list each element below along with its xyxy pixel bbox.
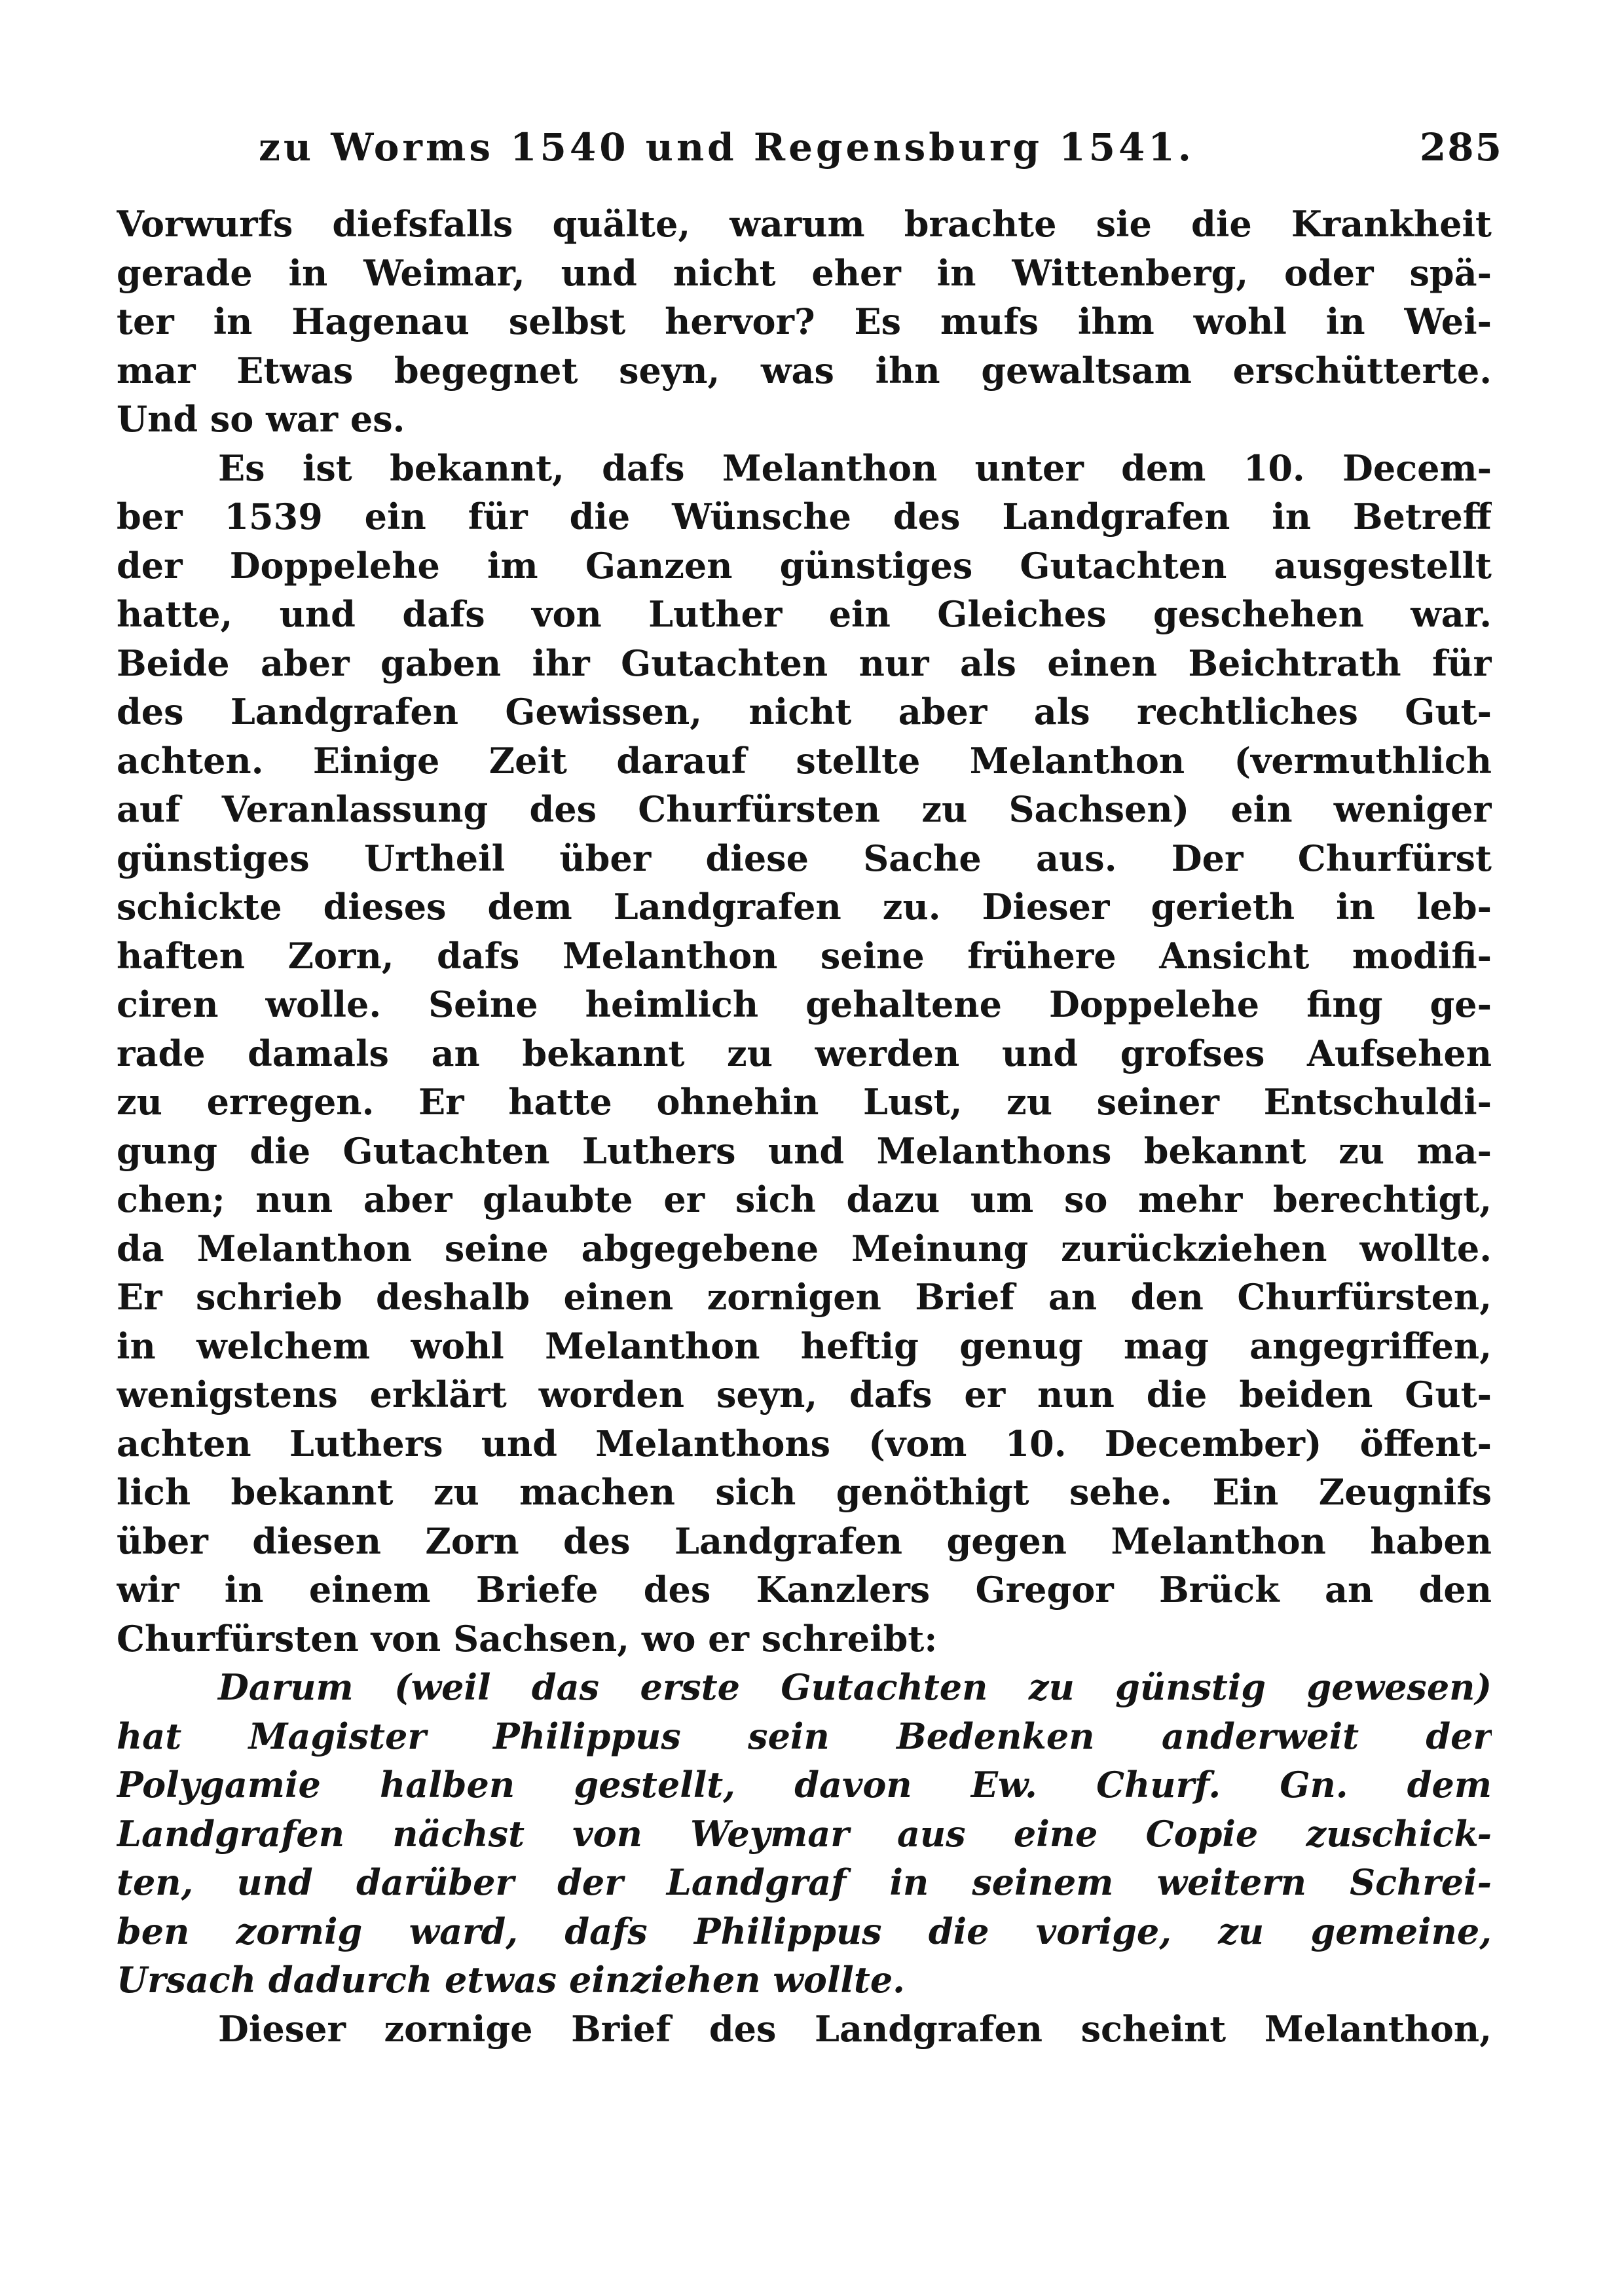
quote-line: Darum (weil das erste Gutachten zu günstig gewesen) — [218, 1666, 1492, 1708]
text-line: gung die Gutachten Luthers und Melanthons bekannt zu ma- — [117, 1129, 1492, 1172]
page-number: 285 — [1419, 125, 1503, 170]
quote-line: hat Magister Philippus sein Bedenken anderweit der — [117, 1715, 1492, 1757]
text-line: Vorwurfs diefsfalls quälte, warum brachte sie die Krankheit — [117, 203, 1492, 245]
text-line: auf Veranlassung des Churfürsten zu Sachsen) ein weniger — [117, 788, 1492, 830]
text-line: rade damals an bekannt zu werden und grofses Aufsehen — [117, 1032, 1492, 1074]
text-line: lich bekannt zu machen sich genöthigt sehe. Ein Zeugnifs — [117, 1471, 1492, 1513]
text-line: chen; nun aber glaubte er sich dazu um so mehr berechtigt, — [117, 1178, 1492, 1220]
body-text — [117, 200, 1492, 2053]
text-line: da Melanthon seine abgegebene Meinung zurückziehen wollte. — [117, 1227, 1492, 1269]
text-line: ciren wolle. Seine heimlich gehaltene Doppelehe fing ge- — [117, 983, 1492, 1025]
running-head-title: zu Worms 1540 und Regensburg 1541. — [259, 125, 1194, 170]
text-line: der Doppelehe im Ganzen günstiges Gutachten ausgestellt — [117, 544, 1492, 587]
text-line: Churfürsten von Sachsen, wo er schreibt: — [117, 1617, 938, 1660]
text-line: Beide aber gaben ihr Gutachten nur als einen Beichtrath für — [117, 642, 1492, 684]
text-line: günstiges Urtheil über diese Sache aus. Der Churfürst — [117, 837, 1492, 879]
text-line: Er schrieb deshalb einen zornigen Brief an den Churfürsten, — [117, 1276, 1492, 1318]
text-line: Es ist bekannt, dafs Melanthon unter dem 10. Decem- — [218, 446, 1492, 489]
text-line: schickte dieses dem Landgrafen zu. Dieser gerieth in leb- — [117, 886, 1492, 928]
text-line: ber 1539 ein für die Wünsche des Landgrafen in Betreff — [117, 496, 1492, 538]
quote-line: Ursach dadurch etwas einziehen wollte. — [117, 1959, 905, 2001]
text-line: über diesen Zorn des Landgrafen gegen Melanthon haben — [117, 1520, 1492, 1562]
quote-line: ten, und darüber der Landgraf in seinem weitern Schrei- — [117, 1861, 1492, 1903]
quote-line: ben zornig ward, dafs Philippus die vorige, zu gemeine, — [117, 1910, 1492, 1952]
text-line: wenigstens erklärt worden seyn, dafs er nun die beiden Gut- — [117, 1374, 1492, 1415]
text-line: achten Luthers und Melanthons (vom 10. December) öffent- — [117, 1422, 1492, 1465]
quote-line: Polygamie halben gestellt, davon Ew. Churf. Gn. dem — [117, 1764, 1492, 1806]
text-line: achten. Einige Zeit darauf stellte Melanthon (vermuthlich — [117, 739, 1492, 782]
text-line: in welchem wohl Melanthon heftig genug mag angegriffen, — [117, 1324, 1492, 1367]
quote-line: Landgrafen nächst von Weymar aus eine Copie zuschick- — [117, 1812, 1492, 1855]
text-line: gerade in Weimar, und nicht eher in Wittenberg, oder spä- — [117, 251, 1492, 294]
text-line: wir in einem Briefe des Kanzlers Gregor Brück an den — [117, 1569, 1492, 1611]
text-line: des Landgrafen Gewissen, nicht aber als rechtliches Gut- — [117, 691, 1492, 733]
text-line: Und so war es. — [117, 398, 405, 440]
text-line: ter in Hagenau selbst hervor? Es mufs ihm wohl in Wei- — [117, 301, 1492, 342]
text-line: mar Etwas begegnet seyn, was ihn gewaltsam erschütterte. — [117, 349, 1492, 392]
text-line: haften Zorn, dafs Melanthon seine frühere Ansicht modifi- — [117, 934, 1492, 977]
text-line: Dieser zornige Brief des Landgrafen scheint Melanthon, — [218, 2007, 1492, 2050]
text-line: zu erregen. Er hatte ohnehin Lust, zu seiner Entschuldi- — [117, 1081, 1492, 1123]
text-line: hatte, und dafs von Luther ein Gleiches geschehen war. — [117, 593, 1492, 635]
